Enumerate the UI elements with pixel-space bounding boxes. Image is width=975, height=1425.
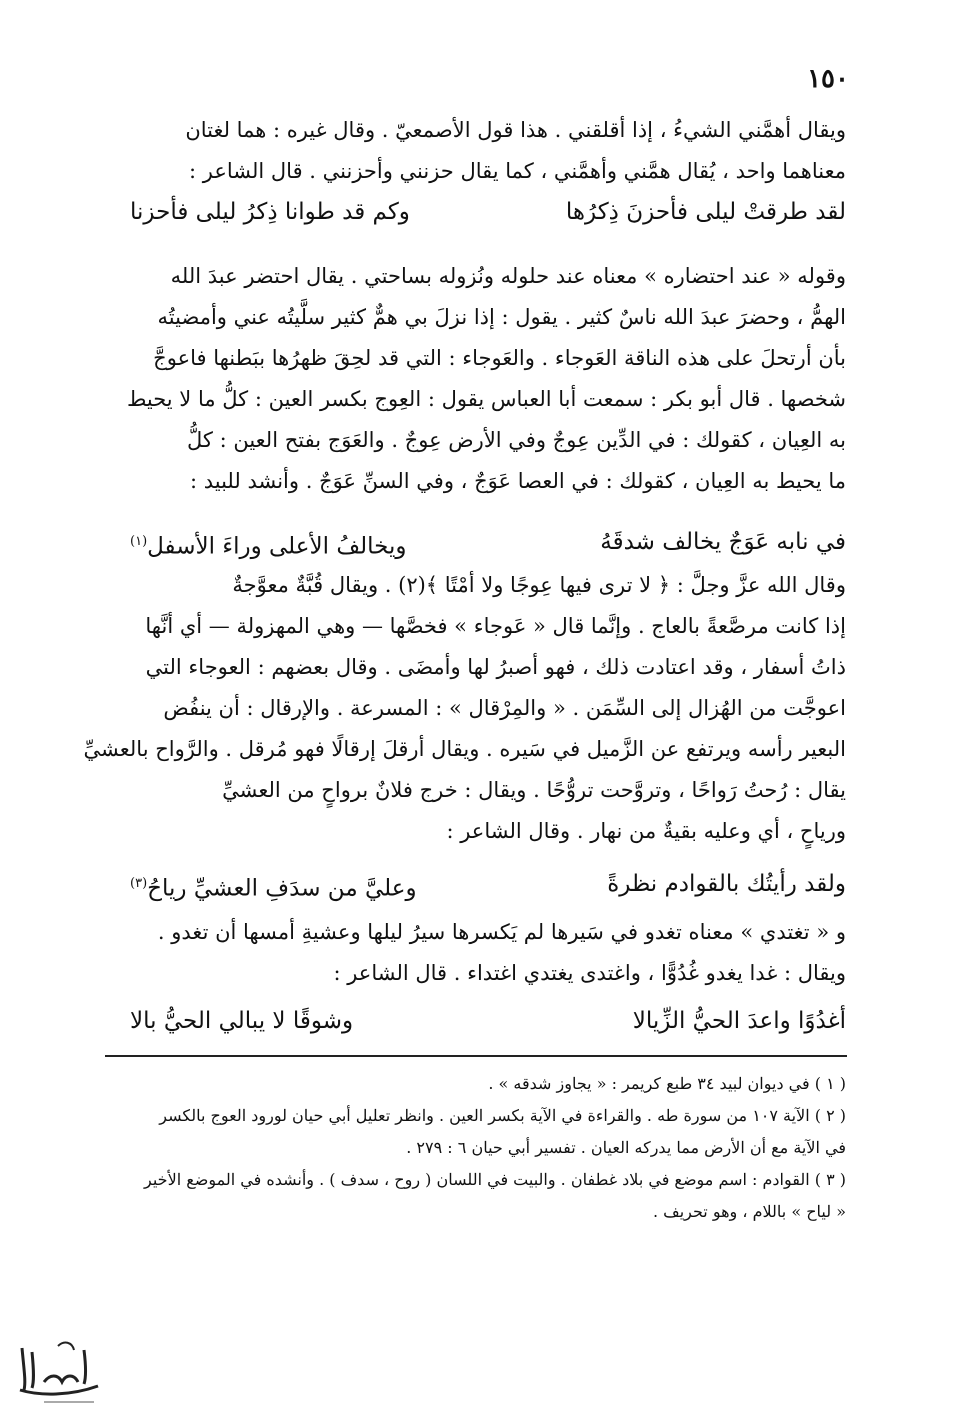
- verse-second-text: ويخالفُ الأعلى وراءَ الأسفل: [147, 533, 407, 560]
- text-line: بأن أرتحلَ على هذه الناقة العَوجاء . والعَوجاء : التي قد لحِقَ ظهرُها ببَطنها فاعوجَّ: [153, 346, 846, 370]
- text-line: ذاتُ أسفار ، وقد اعتادت ذلك ، فهو أصبرُ لها وأمضَى . وقال بعضهم : العوجاء التي: [145, 655, 846, 679]
- verse-second-text: وعليَّ من سدَفِ العشيِّ رياحُ: [147, 875, 417, 902]
- footnotes: [130, 1068, 846, 1228]
- text-line: اعوجَّت من الهُزال إلى السِّمَن . « والمِرْقال » : المسرعة . والإرقال : أن ينفُض: [163, 696, 846, 720]
- verse-second-hemistich: وشوقًا لا يبالي الحيُّ بالا: [130, 1008, 354, 1034]
- footnote-line: « لياح » باللام ، وهو تحريف .: [652, 1202, 846, 1221]
- text-line: شخصها . قال أبو بكر : سمعت أبا العباس يقول : العِوج بكسر العين : كلُّ ما لا يحيط: [126, 387, 846, 411]
- text-line: ورياحٍ ، أي وعليه بقيةٌ من نهار . وقال الشاعر :: [446, 819, 846, 843]
- text-line: به العِيان ، كقولك : في الدِّين عِوجٌ وفي الأرض عِوجٌ . والعَوَج بفتح العين : كلُّ: [187, 428, 846, 452]
- footnote-ref: (١): [130, 534, 148, 549]
- paragraph-3: [83, 565, 846, 852]
- footnote-divider: [105, 1055, 847, 1057]
- verse-4: [130, 998, 846, 1044]
- text-line: الهمُّ ، وحضرَ عبدَ الله ناسٌ كثير . يقول : إذا نزلَ بي همٌّ كثير سلَّيتُه عني وأمضيتُه: [157, 305, 846, 329]
- verse-2: [130, 519, 846, 565]
- text-line: يقال : رُحتُ رَواحًا ، وتروَّحت تروُّحًا . ويقال : خرج فلانٌ برواحٍ من العشيِّ: [222, 778, 846, 802]
- footnote-ref: (٣): [130, 876, 148, 891]
- text-line: معناهما واحد ، يُقال همَّني وأهمَّني ، كما يقال حزنني وأحزنني . قال الشاعر :: [189, 159, 846, 183]
- verse-first-hemistich: ولقد رأيتُك بالقوادم نظرةً: [607, 871, 846, 897]
- footnote-line: ( ٢ ) الآية ١٠٧ من سورة طه . والقراءة في الآية بكسر العين . وانظر تعليل أبي حيان لورود العوج بالكسر: [159, 1106, 846, 1125]
- text-line: ويقال أهمَّني الشيءُ ، إذا أقلقني . هذا قول الأصمعيّ . وقال غيره : هما لغتان: [185, 118, 846, 142]
- verse-second-hemistich: [130, 862, 417, 906]
- text-line: البعير رأسه ويرتفع عن الزَّميل في سَيره . ويقال أرقلَ إرقالًا فهو مُرقل . والرَّواح بالعشيِّ: [83, 737, 846, 761]
- verse-3: [130, 862, 846, 906]
- verse-first-hemistich: أغدُوًا واعدَ الحيُّ الزِّيالا: [632, 1008, 846, 1034]
- verse-second-hemistich: وكم قد طوانا ذِكرُ ليلى فأحزنا: [130, 199, 410, 225]
- footnote-line: ( ١ ) في ديوان لبيد ٣٤ طبع كريمر : « يجاوز شدقه » .: [488, 1074, 846, 1093]
- paragraph-2: [126, 256, 846, 502]
- footnote-line: في الآية مع أن الأرض مما يدركه العيان . تفسير أبي حيان ٦ : ٢٧٩ .: [406, 1138, 846, 1157]
- verse-1: [130, 190, 846, 234]
- text-line: و « تغتدي » معناه تغدو في سَيرها لم يَكسرها سيرُ ليلها وعشيةِ أمسها أن تغدو .: [157, 920, 846, 944]
- page-number: ١٥٠: [807, 64, 849, 94]
- text-line: وقوله « عند احتضاره » معناه عند حلوله ونُزوله بساحتي . يقال احتضر عبدَ الله: [170, 264, 846, 288]
- text-line: ويقال : غدا يغدو غُدُوًّا ، واغتدى يغتدي اغتداء . قال الشاعر :: [333, 961, 846, 985]
- calligraphy-seal-logo: [14, 1330, 104, 1408]
- paragraph-1: [130, 110, 846, 192]
- text-line: وقال الله عزَّ وجلَّ : ﴿ لا ترى فيها عِوجًا ولا أمْتًا ﴾(٢) . ويقال قُبَّةٌ معوَّجةٌ: [232, 573, 846, 597]
- footnote-line: ( ٣ ) القوادم : اسم موضع في بلاد غطفان . والبيت في اللسان ( روح ، سدف ) . وأنشده في الموضع الأخير: [144, 1170, 846, 1189]
- verse-first-hemistich: لقد طرقتْ ليلى فأحزنَ ذِكرُها: [565, 199, 846, 225]
- verse-second-hemistich: [130, 519, 407, 565]
- paragraph-4: [130, 912, 846, 994]
- text-line: ما يحيط به العِيان ، كقولك : في العصا عَوَجٌ ، وفي السنِّ عَوَجٌ . وأنشد للبيد :: [189, 469, 846, 493]
- text-line: إذا كانت مرصَّعةً بالعاج . وإنَّما قال « عَوجاء » فخصَّها — وهي المهزولة — أي أنَّها: [145, 614, 846, 638]
- verse-first-hemistich: في نابه عَوَجٌ يخالف شدقَهُ: [600, 529, 846, 555]
